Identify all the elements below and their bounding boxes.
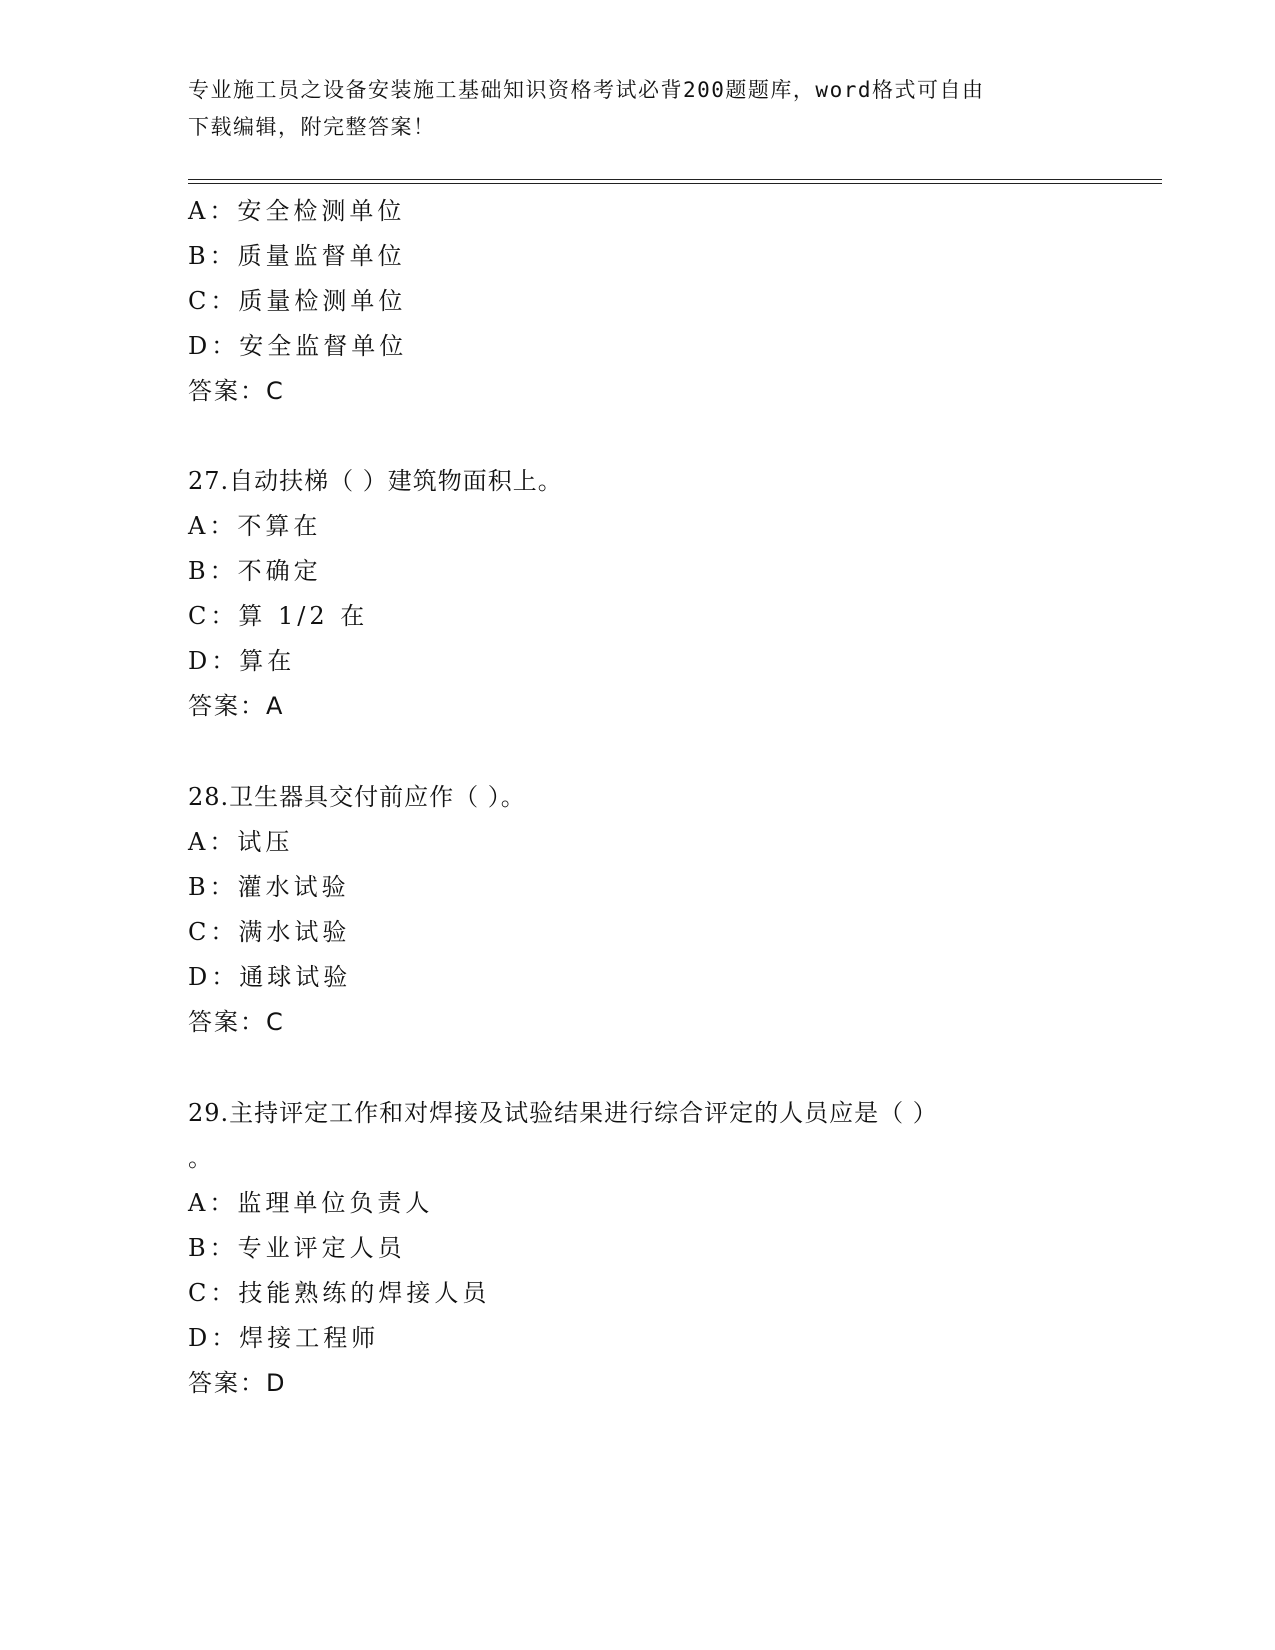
option-d: D：算在 (188, 647, 296, 675)
option-b: B：灌水试验 (188, 873, 350, 901)
option-d: D：焊接工程师 (188, 1324, 380, 1352)
answer: 答案：D (188, 1369, 287, 1397)
option-a: A：监理单位负责人 (188, 1189, 434, 1217)
header-divider-bottom (188, 183, 1162, 184)
answer: 答案：C (188, 1008, 285, 1036)
option-d: D：通球试验 (188, 963, 352, 991)
option-b: B：不确定 (188, 557, 322, 585)
answer: 答案：C (188, 377, 285, 405)
option-d: D：安全监督单位 (188, 332, 408, 360)
document-title-line-1: 专业施工员之设备安装施工基础知识资格考试必背200题题库，word格式可自由 (188, 78, 985, 102)
document-header (188, 72, 1068, 146)
option-c: C：技能熟练的焊接人员 (188, 1279, 491, 1307)
option-b: B：质量监督单位 (188, 242, 406, 270)
option-b: B：专业评定人员 (188, 1234, 406, 1262)
option-a: A：不算在 (188, 512, 322, 540)
question-stem: 27.自动扶梯（ ）建筑物面积上。 (188, 467, 563, 495)
question-stem-continuation: 。 (188, 1144, 216, 1172)
answer: 答案：A (188, 692, 285, 720)
option-a: A：安全检测单位 (188, 197, 406, 225)
option-a: A：试压 (188, 828, 294, 856)
option-c: C：算 1/2 在 (188, 602, 369, 630)
document-title-line-2: 下载编辑，附完整答案！ (188, 115, 436, 139)
question-stem: 29.主持评定工作和对焊接及试验结果进行综合评定的人员应是（ ） (188, 1099, 938, 1127)
header-divider-top (188, 179, 1162, 180)
question-stem: 28.卫生器具交付前应作（ ）。 (188, 783, 526, 811)
option-c: C：质量检测单位 (188, 287, 407, 315)
option-c: C：满水试验 (188, 918, 351, 946)
